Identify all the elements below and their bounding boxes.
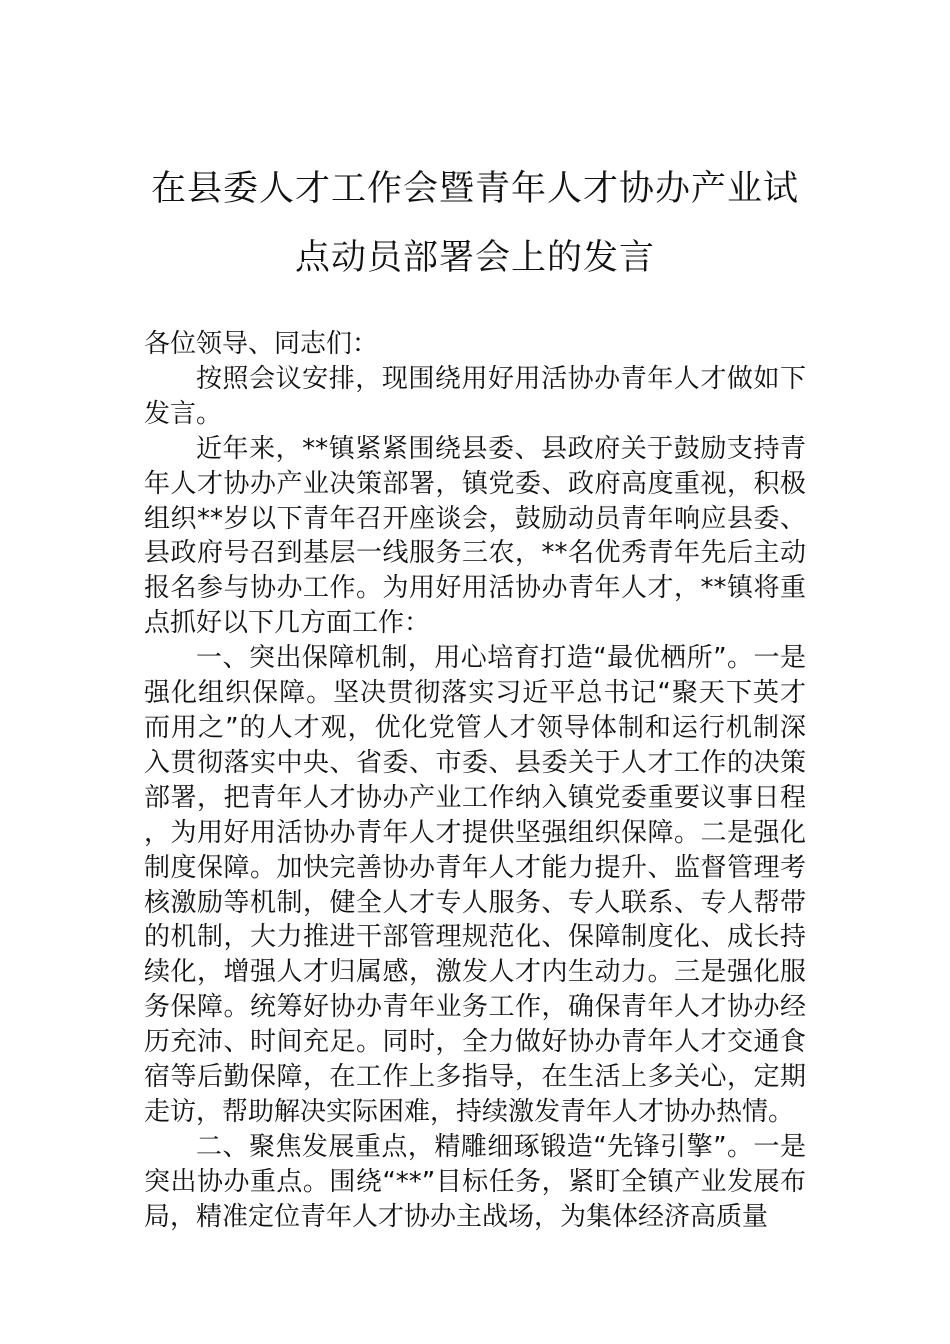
salutation: 各位领导、同志们： xyxy=(144,329,379,359)
document-title-line-1: 在县委人才工作会暨青年人才协办产业试 xyxy=(150,169,799,209)
document-body xyxy=(144,327,806,1235)
paragraph-intro: 按照会议安排，现围绕用好用活协办青年人才做如下发言。 xyxy=(144,363,806,429)
paragraph-section-one: 一、突出保障机制，用心培育打造“最优栖所”。一是强化组织保障。坚决贯彻落实习近平总书记“聚天下英才而用之”的人才观，优化党管人才领导体制和运行机制深入贯彻落实中央、省委、市委、县委关于人才工作的决策部署，把青年人才协办产业工作纳入镇党委重要议事日程，为用好用活协办青年人才提供坚强组织保障。二是强化制度保障。加快完善协办青年人才能力提升、监督管理考核激励等机制，健全人才专人服务、专人联系、专人帮带的机制，大力推进干部管理规范化、保障制度化、成长持续化，增强人才归属感，激发人才内生动力。三是强化服务保障。统筹好协办青年业务工作，确保青年人才协办经历充沛、时间充足。同时，全力做好协办青年人才交通食宿等后勤保障，在工作上多指导，在生活上多关心，定期走访，帮助解决实际困难，持续激发青年人才协办热情。 xyxy=(144,643,806,1127)
document-title-line-2: 点动员部署会上的发言 xyxy=(294,238,655,278)
paragraph-background: 近年来，**镇紧紧围绕县委、县政府关于鼓励支持青年人才协办产业决策部署，镇党委、政府高度重视，积极组织**岁以下青年召开座谈会，鼓励动员青年响应县委、县政府号召到基层一线服务三农，**名优秀青年先后主动报名参与协办工作。为用好用活协办青年人才，**镇将重点抓好以下几方面工作： xyxy=(144,433,806,639)
paragraph-section-two: 二、聚焦发展重点，精雕细琢锻造“先锋引擎”。一是突出协办重点。围绕“**”目标任务，紧盯全镇产业发展布局，精准定位青年人才协办主战场，为集体经济高质量 xyxy=(144,1131,806,1232)
